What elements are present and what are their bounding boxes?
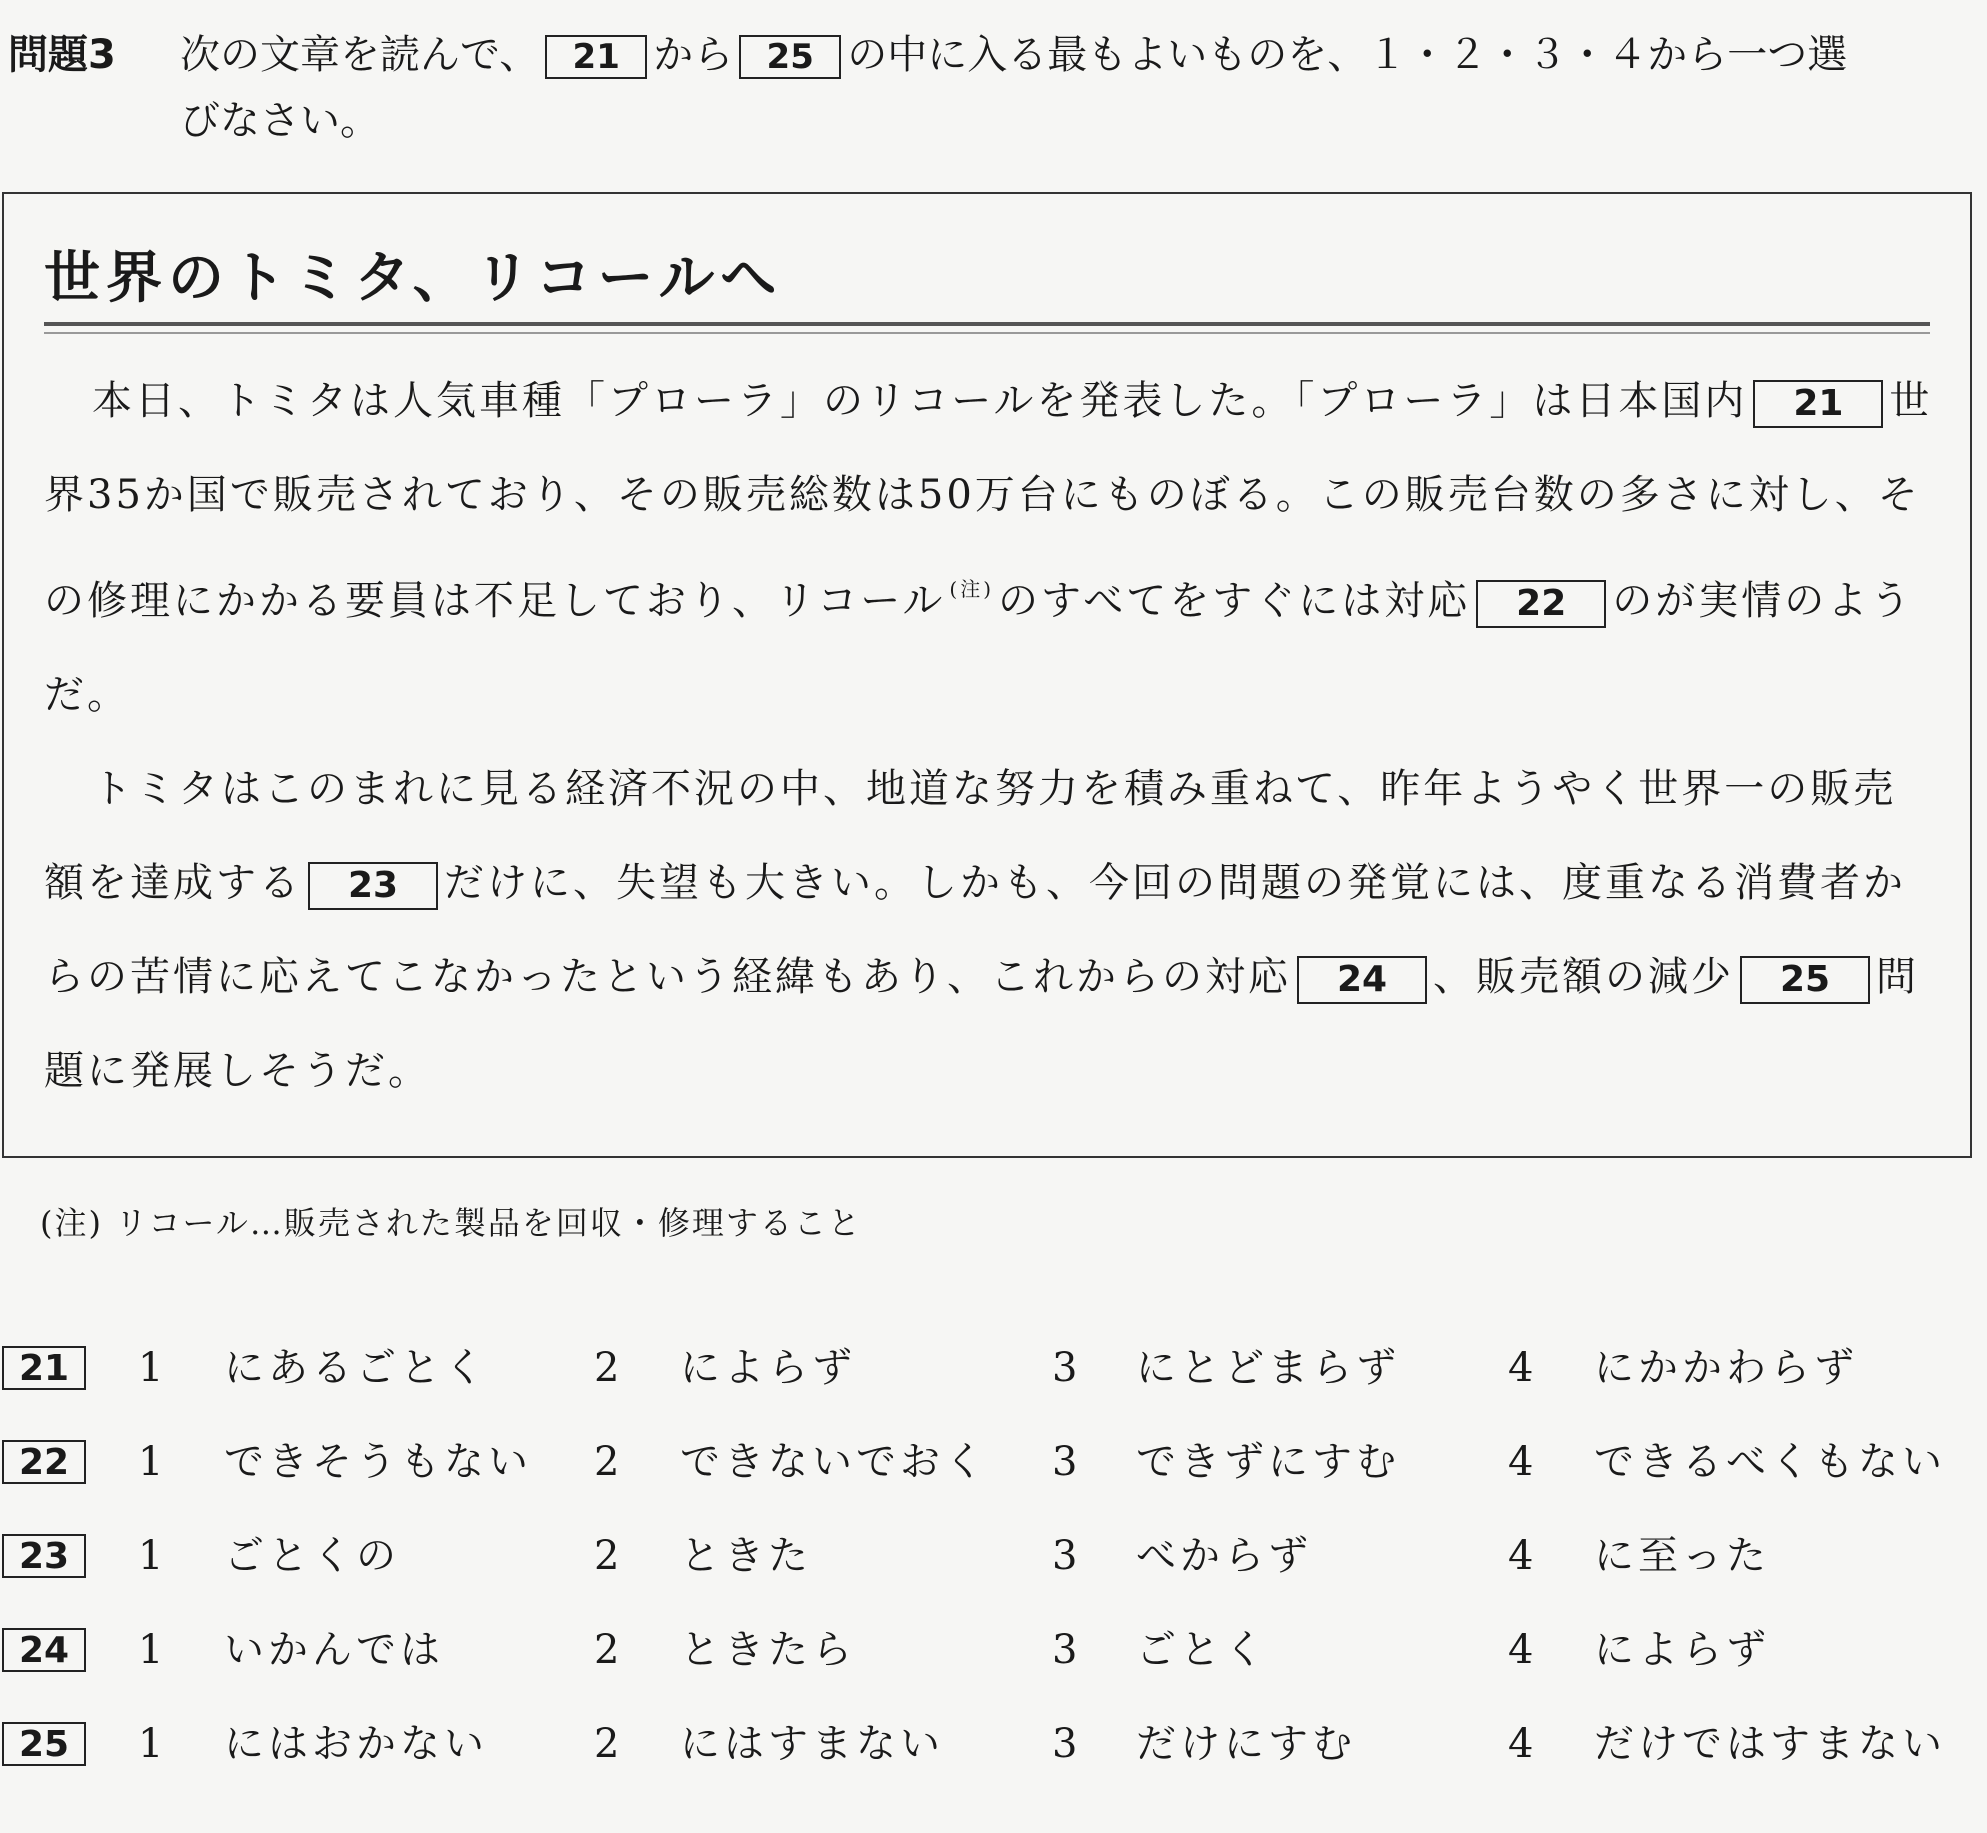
choice-option[interactable]: にはおかない xyxy=(224,1721,488,1767)
p1-text-c: のすべてをすぐには対応 xyxy=(998,578,1471,624)
p2-text-c: 、販売額の減少 xyxy=(1433,954,1734,1000)
footnote: (注) リコール…販売された製品を回収・修理すること xyxy=(40,1204,862,1242)
blank-21[interactable]: 21 xyxy=(1753,380,1883,428)
option-question-number: 24 xyxy=(2,1628,86,1672)
choice-number: 4 xyxy=(1508,1439,1534,1485)
choice-number: 4 xyxy=(1508,1721,1534,1767)
option-question-number: 25 xyxy=(2,1722,86,1766)
blank-marker-start: 21 xyxy=(545,35,647,79)
p1-text-b: 世界35か国で販売されており、その販売総数は50万台にものぼる。この販売台数の多さに対し、その修理にかかる要員は不足しており、リコール xyxy=(44,378,1933,624)
choice-option[interactable]: ごとく xyxy=(1136,1627,1268,1673)
choice-option[interactable]: にかかわらず xyxy=(1594,1345,1858,1391)
choice-number: 2 xyxy=(594,1533,620,1579)
choice-number: 3 xyxy=(1052,1345,1078,1391)
choice-option[interactable]: によらず xyxy=(680,1345,856,1391)
option-row-22 xyxy=(0,1434,1987,1528)
choice-option[interactable]: できずにすむ xyxy=(1136,1439,1400,1485)
blank-24[interactable]: 24 xyxy=(1297,956,1427,1004)
blank-22[interactable]: 22 xyxy=(1476,580,1606,628)
choice-number: 2 xyxy=(594,1345,620,1391)
note-marker: (注) xyxy=(949,577,995,601)
p2-text-d: 問題に発展しそうだ。 xyxy=(44,954,1919,1094)
blank-marker-end: 25 xyxy=(739,35,841,79)
choice-number: 1 xyxy=(138,1627,164,1673)
option-question-number: 22 xyxy=(2,1440,86,1484)
title-divider xyxy=(44,322,1930,334)
article-box xyxy=(2,192,1972,1158)
question-label: 問題3 xyxy=(8,32,116,78)
instruction-text-mid: から xyxy=(653,32,734,78)
choice-number: 1 xyxy=(138,1533,164,1579)
choice-number: 2 xyxy=(594,1439,620,1485)
choice-number: 3 xyxy=(1052,1439,1078,1485)
option-row-25 xyxy=(0,1716,1987,1810)
choice-option[interactable]: に至った xyxy=(1594,1533,1770,1579)
choice-option[interactable]: ときたら xyxy=(680,1627,856,1673)
choice-option[interactable]: できないでおく xyxy=(680,1439,988,1485)
article-paragraph-2 xyxy=(44,742,1934,1118)
choice-number: 4 xyxy=(1508,1345,1534,1391)
choice-option[interactable]: ときた xyxy=(680,1533,812,1579)
instruction-line2: びなさい。 xyxy=(180,98,380,144)
choice-number: 3 xyxy=(1052,1627,1078,1673)
choice-option[interactable]: できそうもない xyxy=(224,1439,532,1485)
answer-options xyxy=(0,1340,1987,1810)
question-instruction xyxy=(8,22,1978,154)
choice-option[interactable]: べからず xyxy=(1136,1533,1312,1579)
choice-option[interactable]: によらず xyxy=(1594,1627,1770,1673)
p2-text-b: だけに、失望も大きい。しかも、今回の問題の発覚には、度重なる消費者からの苦情に応えてこなかったという経緯もあり、これからの対応 xyxy=(44,860,1906,1000)
choice-option[interactable]: できるべくもない xyxy=(1594,1439,1946,1485)
choice-option[interactable]: だけにすむ xyxy=(1136,1721,1356,1767)
choice-number: 2 xyxy=(594,1627,620,1673)
blank-25[interactable]: 25 xyxy=(1740,956,1870,1004)
choice-number: 1 xyxy=(138,1439,164,1485)
p1-text-a: 本日、トミタは人気車種「プローラ」のリコールを発表した。「プローラ」は日本国内 xyxy=(92,378,1748,424)
blank-23[interactable]: 23 xyxy=(308,862,438,910)
choice-option[interactable]: ごとくの xyxy=(224,1533,400,1579)
choice-number: 2 xyxy=(594,1721,620,1767)
article-body xyxy=(44,354,1934,1118)
option-row-23 xyxy=(0,1528,1987,1622)
choice-number: 3 xyxy=(1052,1721,1078,1767)
choice-number: 4 xyxy=(1508,1627,1534,1673)
article-title: 世界のトミタ、リコールへ xyxy=(44,245,783,311)
choice-number: 1 xyxy=(138,1721,164,1767)
choice-number: 1 xyxy=(138,1345,164,1391)
instruction-text-before: 次の文章を読んで、 xyxy=(180,32,540,78)
instruction-text-after: の中に入る最もよいものを、１・２・３・４から一つ選 xyxy=(847,32,1848,78)
choice-option[interactable]: だけではすまない xyxy=(1594,1721,1946,1767)
option-row-21 xyxy=(0,1340,1987,1434)
option-question-number: 23 xyxy=(2,1534,86,1578)
option-row-24 xyxy=(0,1622,1987,1716)
article-paragraph-1 xyxy=(44,354,1934,742)
p1-text-d: のが実情のようだ。 xyxy=(44,578,1914,718)
choice-option[interactable]: にはすまない xyxy=(680,1721,944,1767)
choice-option[interactable]: にあるごとく xyxy=(224,1345,488,1391)
choice-option[interactable]: にとどまらず xyxy=(1136,1345,1400,1391)
choice-option[interactable]: いかんでは xyxy=(224,1627,444,1673)
choice-number: 4 xyxy=(1508,1533,1534,1579)
p2-text-a: トミタはこのまれに見る経済不況の中、地道な努力を積み重ねて、昨年ようやく世界一の販売額を達成する xyxy=(44,766,1897,906)
option-question-number: 21 xyxy=(2,1346,86,1390)
choice-number: 3 xyxy=(1052,1533,1078,1579)
